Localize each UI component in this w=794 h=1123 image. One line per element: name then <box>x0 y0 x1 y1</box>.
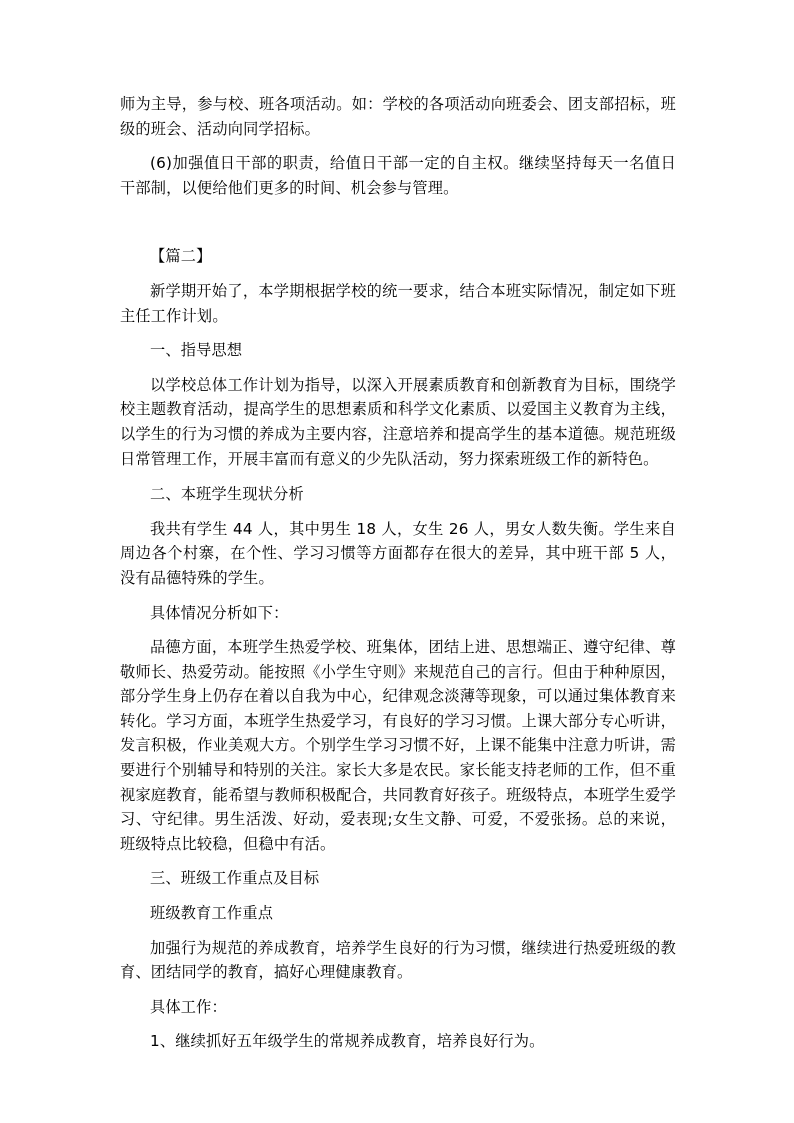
section-title-part-two: 【篇二】 <box>150 247 212 266</box>
paragraph-education-focus: 加强行为规范的养成教育，培养学生良好的行为习惯，继续进行热爱班级的教育、团结同学的教育，搞好心理健康教育。 <box>120 938 676 982</box>
paragraph-intro: 新学期开始了，本学期根据学校的统一要求，结合本班实际情况，制定如下班主任工作计划。 <box>120 281 676 325</box>
list-item-1: 1、继续抓好五年级学生的常规养成教育，培养良好行为。 <box>150 1032 545 1051</box>
subheading-education-focus: 班级教育工作重点 <box>150 904 274 923</box>
paragraph-continuation: 师为主导，参与校、班各项活动。如：学校的各项活动向班委会、团支部招标，班级的班会、活动向同学招标。 <box>120 95 676 138</box>
paragraph-guiding-thought: 以学校总体工作计划为指导，以深入开展素质教育和创新教育为目标，围绕学校主题教育活动，提高学生的思想素质和科学文化素质、以爱国主义教育为主线，以学生的行为习惯的养成为主要内容，注意培养和提高学生的基本道德。规范班级日常管理工作，开展丰富而有意义的少先队活动，努力探索班级工作的新特色。 <box>120 375 676 468</box>
paragraph-item-6: (6)加强值日干部的职责，给值日干部一定的自主权。继续坚持每天一名值日干部制，以便给他们更多的时间、机会参与管理。 <box>120 154 676 197</box>
heading-specific-work: 具体工作： <box>150 997 227 1016</box>
heading-guiding-thought: 一、指导思想 <box>150 341 243 360</box>
document-page <box>120 92 676 1054</box>
heading-student-analysis: 二、本班学生现状分析 <box>150 485 304 504</box>
paragraph-student-stats: 我共有学生 44 人，其中男生 18 人，女生 26 人，男女人数失衡。学生来自周边各个村寨，在个性、学习习惯等方面都存在很大的差异，其中班干部 5 人，没有品德特殊的学生。 <box>120 519 676 587</box>
heading-work-focus: 三、班级工作重点及目标 <box>150 869 320 888</box>
heading-specific-analysis: 具体情况分析如下： <box>150 603 289 622</box>
paragraph-specific-analysis: 品德方面，本班学生热爱学校、班集体，团结上进、思想端正、遵守纪律、尊敬师长、热爱劳动。能按照《小学生守则》来规范自己的言行。但由于种种原因，部分学生身上仍存在着以自我为中心，纪律观念淡薄等现象，可以通过集体教育来转化。学习方面，本班学生热爱学习，有良好的学习习惯。上课大部分专心听讲，发言积极，作业美观大方。个别学生学习习惯不好，上课不能集中注意力听讲，需要进行个别辅导和特别的关注。家长大多是农民。家长能支持老师的工作，但不重视家庭教育，能希望与教师积极配合，共同教育好孩子。班级特点，本班学生爱学习、守纪律。男生活泼、好动，爱表现;女生文静、可爱，不爱张扬。总的来说，班级特点比较稳，但稳中有活。 <box>120 638 676 853</box>
